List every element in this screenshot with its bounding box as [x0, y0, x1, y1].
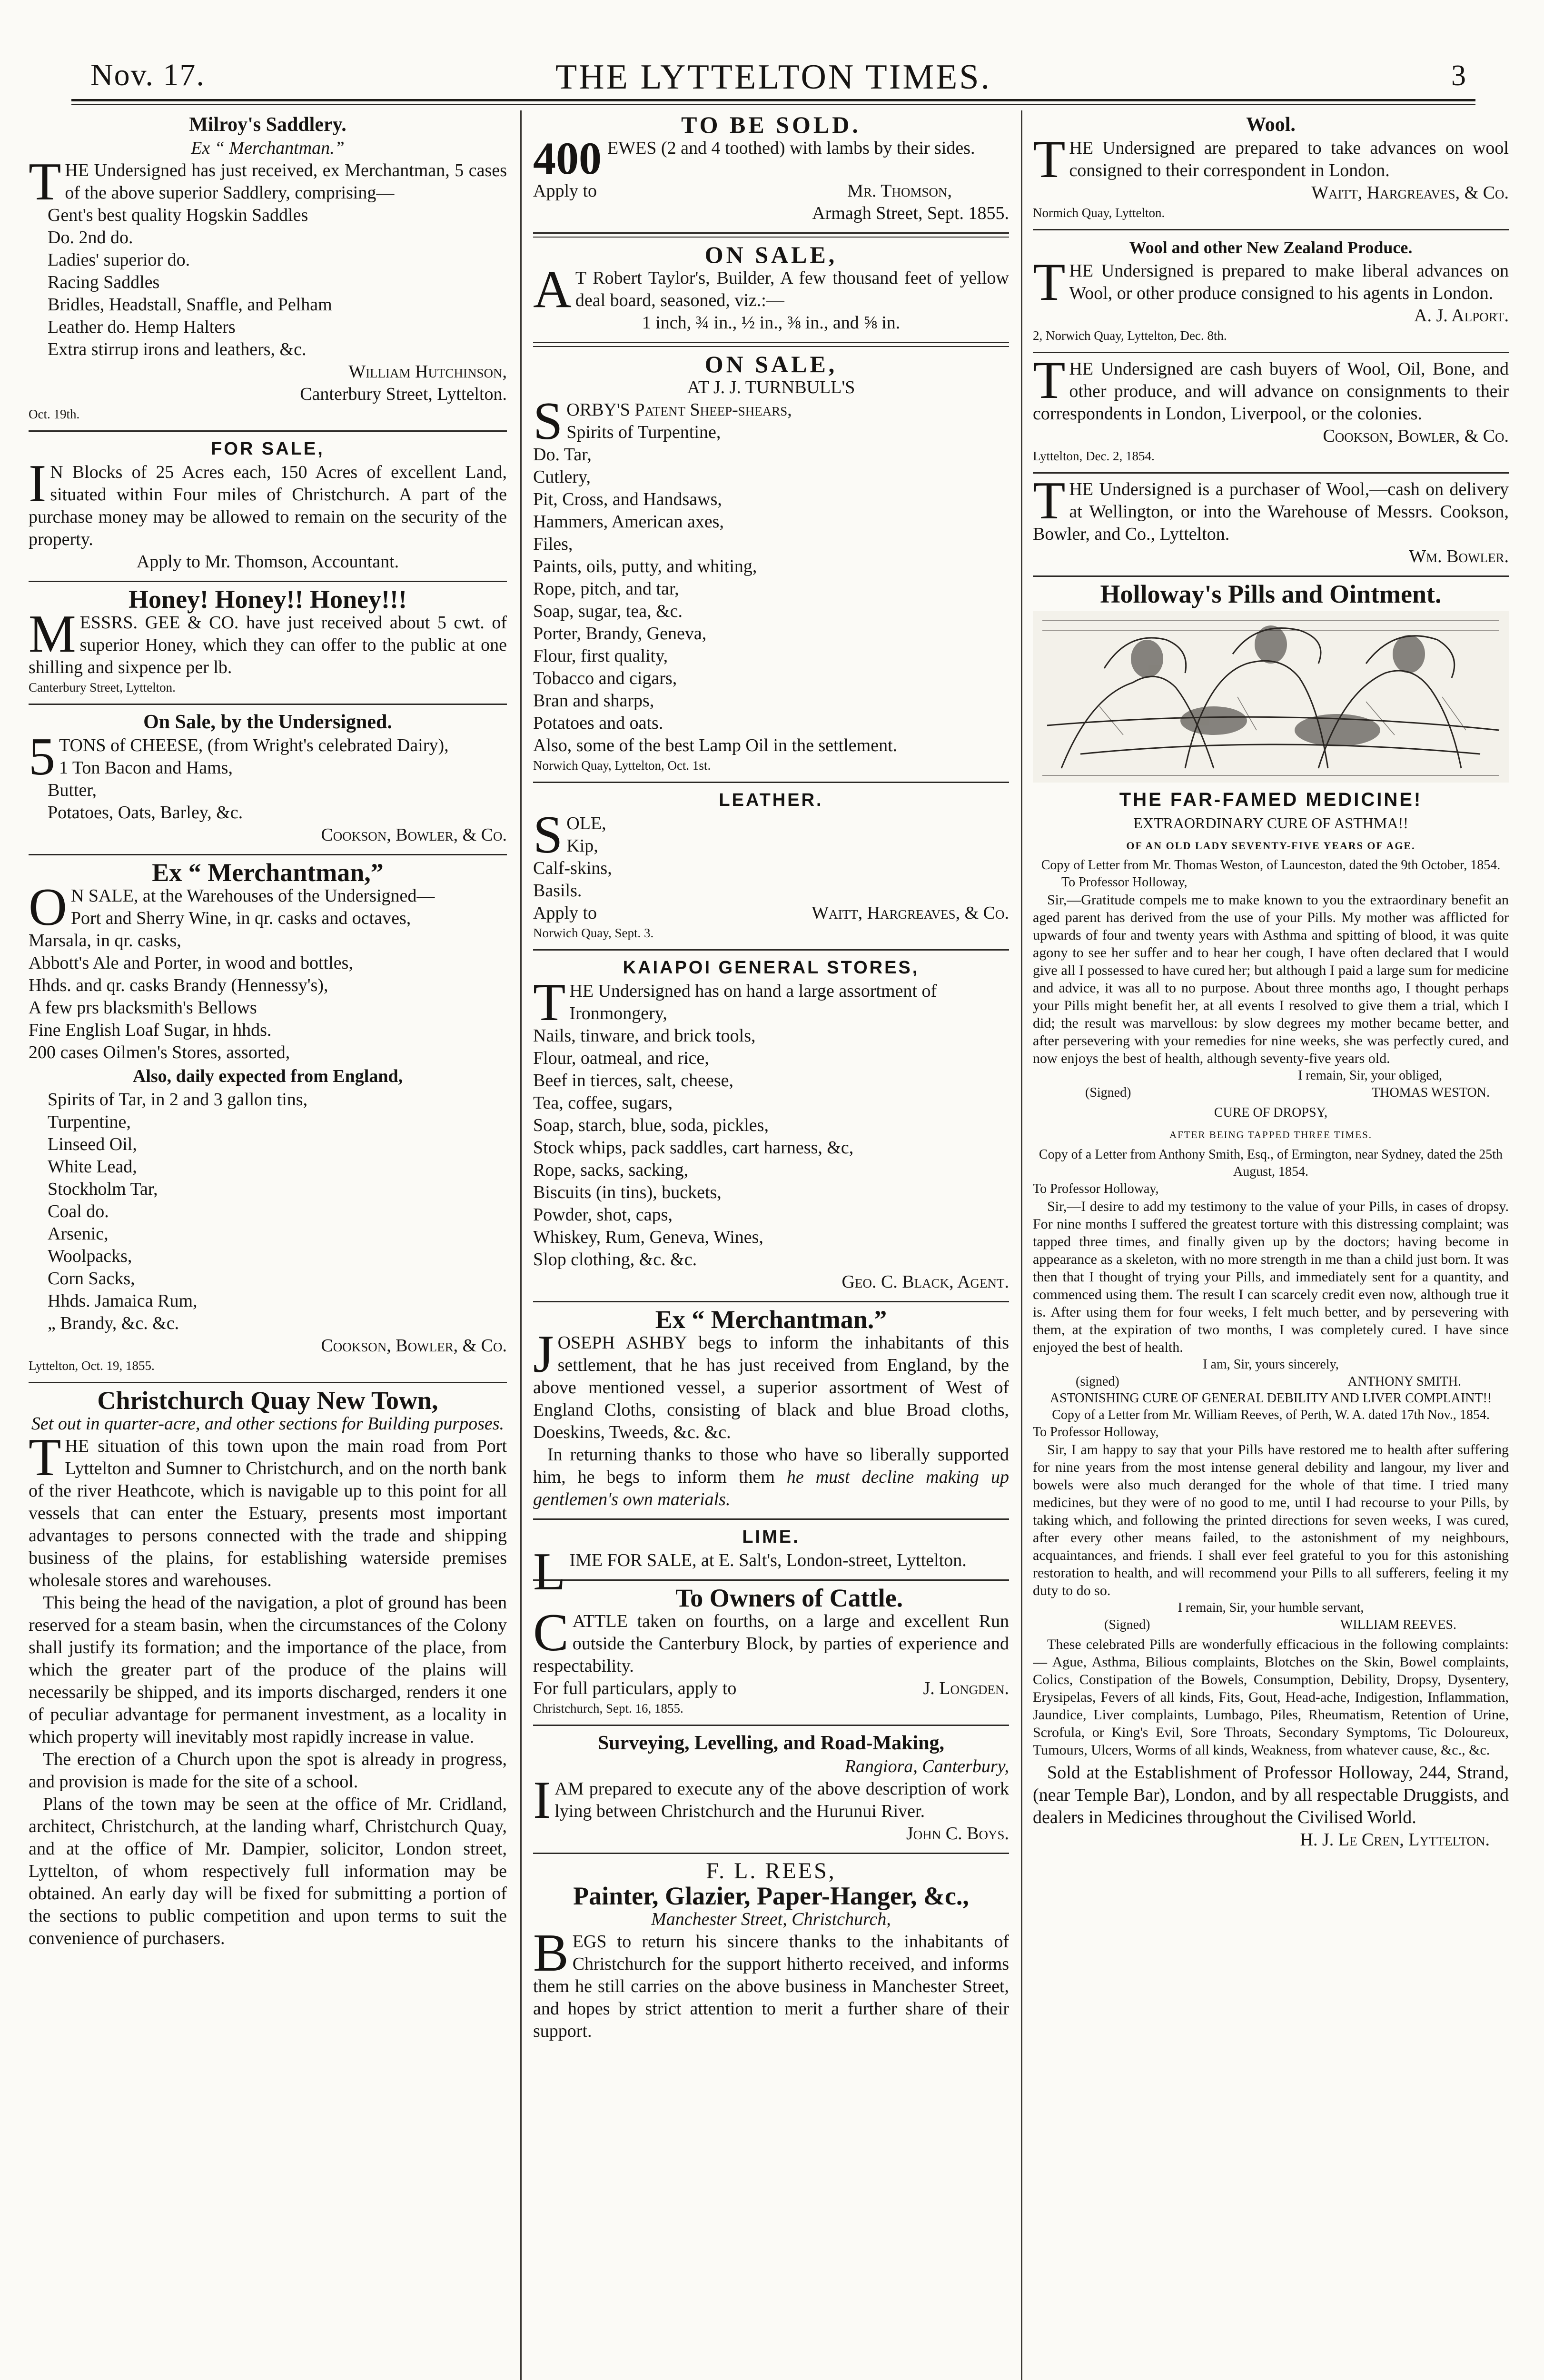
divider — [1033, 575, 1509, 577]
list-item: Leather do. Hemp Halters — [48, 317, 236, 337]
sold-at: Sold at the Establishment of Professor Holloway, 244, Strand, (near Temple Bar), London, and by all respectable Druggists, and dealers in Medicines throughout the Civilised World. — [1033, 1763, 1509, 1827]
advert-signature: J. Longden. — [923, 1678, 1009, 1698]
letter-closing: I remain, Sir, your obliged, — [1298, 1068, 1442, 1083]
list-item: Soap, sugar, tea, &c. — [533, 601, 683, 621]
advert-signature: William Hutchinson, — [348, 362, 507, 382]
advert-subheading: Painter, Glazier, Paper-Hanger, &c., — [573, 1882, 969, 1910]
list-item: Also, some of the best Lamp Oil in the settlement. — [533, 735, 898, 755]
advert-cattle — [533, 1584, 1009, 1722]
signed-label: (signed) — [1076, 1374, 1119, 1389]
list-item: Bridles, Headstall, Snaffle, and Pelham — [48, 295, 332, 315]
advert-paragraph: This being the head of the navigation, a plot of ground has been reserved for a steam basin, when the circumstances of the Colony shall justify its formation; and the importance of the place, from which the greater part of the produce of the plains will necessarily be shipped, and its imports discharged, renders it one of peculiar advantage for permanent investment, as a locality in which property will inevitably most rapidly increase in value. — [29, 1593, 507, 1747]
advert-signature: Cookson, Bowler, & Co. — [321, 825, 507, 845]
letter-salutation: To Professor Holloway, — [1033, 1425, 1159, 1439]
advert-paragraph: In returning thanks to those who have so liberally supported him, he begs to inform them — [533, 1445, 1009, 1487]
advert-heading: Wool. — [1246, 114, 1296, 136]
list-item: Hammers, American axes, — [533, 512, 724, 532]
list-item: Basils. — [533, 881, 582, 901]
list-item: Potatoes and oats. — [533, 713, 663, 733]
advert-signature: Waitt, Hargreaves, & Co. — [812, 903, 1009, 923]
advert-address: Armagh Street, Sept. 1855. — [812, 203, 1009, 223]
advert-christchurch-quay — [29, 1386, 507, 1954]
column-3 — [1033, 110, 1509, 2380]
list-item: Flour, first quality, — [533, 646, 668, 666]
advert-date: Norwich Quay, Lyttelton, Oct. 1st. — [533, 758, 711, 773]
item-list — [29, 1089, 507, 1335]
advert-signature: Wm. Bowler. — [1409, 546, 1509, 566]
list-item: Marsala, in qr. casks, — [29, 931, 181, 951]
advert-cookson-wool-buyers — [1033, 351, 1509, 469]
advert-subheading: Ex “ Merchantman.” — [191, 138, 345, 158]
list-item: Biscuits (in tins), buckets, — [533, 1182, 722, 1202]
advert-signature: John C. Boys. — [906, 1824, 1009, 1844]
advert-apply: For full particulars, apply to — [533, 1678, 737, 1698]
divider — [533, 1301, 1009, 1302]
divider — [533, 1853, 1009, 1854]
advert-date: Christchurch, Sept. 16, 1855. — [533, 1701, 683, 1716]
list-item: Extra stirrup irons and leathers, &c. — [48, 339, 307, 359]
advert-ewes-to-be-sold — [533, 110, 1009, 229]
divider — [1033, 352, 1509, 353]
advert-heading: Holloway's Pills and Ointment. — [1100, 580, 1442, 608]
advert-heading: Ex “ Merchantman.” — [655, 1305, 887, 1334]
advert-heading: Honey! Honey!! Honey!!! — [129, 585, 407, 614]
list-item: Port and Sherry Wine, in qr. casks and octaves, — [70, 908, 411, 928]
list-item: Flour, oatmeal, and rice, — [533, 1048, 709, 1068]
advert-apply: Apply to Mr. Thomson, Accountant. — [136, 552, 399, 572]
advert-date: 2, Norwich Quay, Lyttelton, Dec. 8th. — [1033, 328, 1227, 343]
advert-body: MESSRS. GEE & CO. have just received about 5 cwt. of superior Honey, which they can offer to the public at one shilling and sixpence per lb. — [29, 605, 507, 677]
advert-subheading: Set out in quarter-acre, and other sections for Building purposes. — [31, 1414, 505, 1434]
cure-subheading: OF AN OLD LADY SEVENTY-FIVE YEARS OF AGE. — [1126, 840, 1415, 852]
advert-holloway-pills — [1033, 580, 1509, 1856]
complaints-list: These celebrated Pills are wonderfully efficacious in the following complaints:— Ague, Asthma, Bilious complaints, Blotches on the Skin, Bowel complaints, Colics, Constipation of the Bowels, Consumption, Debility, Dropsy, Dysentery, Erysipelas, Fevers of all kinds, Fits, Gout, Head-ache, Indigestion, Inflammation, Jaundice, Liver complaints, Lumbago, Piles, Rheumatism, Retention of Urine, Scrofula, or King's Evil, Sore Throats, Secondary Symptoms, Tic Doloureux, Tumours, Ulcers, Worms of all kinds, Weakness, from whatever cause, &c., &c. — [1033, 1636, 1509, 1758]
divider — [1033, 472, 1509, 474]
advert-heading: TO BE SOLD. — [681, 111, 861, 138]
column-divider — [1021, 110, 1022, 2380]
item-list — [533, 1002, 1009, 1271]
column-divider — [520, 110, 522, 2380]
list-item: Stock whips, pack saddles, cart harness, &c, — [533, 1138, 854, 1158]
list-item: Files, — [533, 534, 573, 554]
item-list — [533, 421, 1009, 757]
column-2 — [533, 110, 1009, 2380]
advert-body: LIME FOR SALE, at E. Salt's, London-street, Lyttelton. — [533, 1542, 967, 1601]
advert-address: Manchester Street, Christchurch, — [651, 1909, 891, 1929]
item-list — [29, 204, 507, 361]
list-item: Woolpacks, — [48, 1246, 132, 1266]
cure-heading: CURE OF DROPSY, — [1214, 1105, 1328, 1120]
advert-emphasis: he must decline making up gentlemen's own materials. — [533, 1467, 1009, 1509]
advert-body: IAM prepared to execute any of the above description of work lying between Christchurch and the Hurunui River. — [533, 1771, 1009, 1830]
list-item: Potatoes, Oats, Barley, &c. — [48, 803, 243, 823]
cure-heading: EXTRAORDINARY CURE OF ASTHMA!! — [1133, 814, 1408, 832]
divider — [533, 232, 1009, 238]
advert-for-sale-land — [29, 435, 507, 578]
advert-heading: KAIAPOI GENERAL STORES, — [623, 958, 920, 978]
letter-signature: ANTHONY SMITH. — [1347, 1374, 1461, 1389]
divider — [29, 704, 507, 705]
list-item: Kip, — [566, 836, 598, 856]
holloway-tagline: THE FAR-FAMED MEDICINE! — [1119, 789, 1423, 810]
advert-date: Oct. 19th. — [29, 407, 80, 421]
list-item: Linseed Oil, — [48, 1134, 137, 1154]
advert-signature: Waitt, Hargreaves, & Co. — [1311, 183, 1509, 203]
advert-body: BEGS to return his sincere thanks to the inhabitants of Christchurch for the support hitherto received, and informs them he still carries on the above business in Manchester Street, and hopes by strict attention to merit a further share of their support. — [533, 1924, 1009, 2041]
advert-surveying — [533, 1729, 1009, 1850]
advert-paragraph: THE situation of this town upon the main road from Port Lyttelton and Sumner to Christchurch, and on the north bank of the river Heathcote, which is navigable up to this point for all vessels that can enter the Estuary, presents most important advantages to persons connected with the trade and shipping business of the plains, for establishing waterside premises wholesale stores and warehouses. — [29, 1428, 507, 1590]
advert-sizes: 1 inch, ¾ in., ½ in., ⅜ in., and ⅝ in. — [642, 313, 901, 333]
list-item: A few prs blacksmith's Bellows — [29, 998, 257, 1018]
advert-signature: Cookson, Bowler, & Co. — [1323, 426, 1509, 446]
masthead — [71, 48, 1475, 100]
letter-salutation: To Professor Holloway, — [1061, 875, 1188, 890]
divider — [533, 342, 1009, 347]
letter-signature: THOMAS WESTON. — [1372, 1085, 1490, 1100]
testimonial-letter: Sir,—I desire to add my testimony to the value of your Pills, in cases of dropsy. For nine months I suffered the greatest torture with this distressing complaint; was tapped three times, and finally given up by the doctors; having become in appearance as a skeleton, with no more strength in me than a child just born. It was then that I thought of trying your Pills, and immediately sent for a quantity, and commenced using them. The result I can scarcely credit even now, although true it is. After using them for four weeks, I felt much better, and by persevering with them, at the expiration of two months, I was completely cured. I have since enjoyed the best of health. — [1033, 1199, 1509, 1355]
list-item: Racing Saddles — [48, 272, 160, 292]
testimonial-letter: Sir, I am happy to say that your Pills have restored me to health after suffering for nine years from the most intense general debility and langour, my liver and bowels were also much deranged for the whole of that time. I tried many medicines, but they were of no good to me, until I had recourse to your Pills, by taking which, and following the printed directions for seven weeks, I was cured, after every other means failed, to the astonishment of my neighbours, acquaintances, and friends. I shall ever feel grateful to you for this astonishing restoration to health, and will recommend your Pills to all sufferers, feeling it my duty to do so. — [1033, 1442, 1509, 1598]
advert-paragraph: Plans of the town may be seen at the office of Mr. Cridland, architect, Christchurch, at the landing wharf, Christchurch Quay, and at the office of Mr. Dampier, solicitor, London street, Lyttelton, of whom respectively full information may be obtained. An early day will be fixed for submitting a portion of the sections to public competition and upon terms to suit the convenience of purchasers. — [29, 1794, 507, 1948]
list-item: Abbott's Ale and Porter, in wood and bottles, — [29, 953, 353, 973]
list-item: 200 cases Oilmen's Stores, assorted, — [29, 1042, 290, 1062]
advert-signature: H. J. Le Cren, Lyttelton. — [1300, 1830, 1490, 1850]
engraving-image — [1033, 611, 1509, 783]
list-item: Gent's best quality Hogskin Saddles — [48, 205, 308, 225]
advert-heading: On Sale, by the Undersigned. — [143, 711, 392, 733]
issue-date: Nov. 17. — [90, 58, 205, 92]
letter-copy-note: Copy of Letter from Mr. Thomas Weston, of Launceston, dated the 9th October, 1854. — [1041, 858, 1501, 873]
advert-date: Canterbury Street, Lyttelton. — [29, 680, 176, 694]
advert-body: THE Undersigned are cash buyers of Wool, Oil, Bone, and other produce, and will advance on consignments to their correspondents in London, Liverpool, or the colonies. — [1033, 351, 1509, 424]
list-item: Powder, shot, caps, — [533, 1205, 673, 1225]
list-item: Whiskey, Rum, Geneva, Wines, — [533, 1227, 763, 1247]
divider — [533, 782, 1009, 783]
page-number: 3 — [1451, 60, 1466, 92]
list-item: Turpentine, — [48, 1112, 131, 1132]
advert-also-heading: Also, daily expected from England, — [132, 1066, 403, 1086]
advert-heading: Christchurch Quay New Town, — [97, 1386, 438, 1415]
item-list — [29, 907, 507, 1064]
list-item: Tea, coffee, sugars, — [533, 1093, 673, 1113]
divider — [29, 1382, 507, 1383]
masthead-rule-thin — [71, 104, 1475, 105]
advert-leather — [533, 786, 1009, 946]
list-item: 1 Ton Bacon and Hams, — [59, 758, 233, 778]
advert-taylor-deal-board — [533, 240, 1009, 339]
list-item: Do. 2nd do. — [48, 228, 133, 248]
advert-cheese — [29, 708, 507, 851]
list-item: White Lead, — [48, 1157, 137, 1177]
advert-heading: LIME. — [742, 1527, 800, 1547]
advert-place: Rangiora, Canterbury, — [844, 1756, 1009, 1776]
advert-body: JOSEPH ASHBY begs to inform the inhabitants of this settlement, that he has just received from England, by the above mentioned vessel, a superior assortment of West of England Cloths, consisting of black and blue Broad cloths, Doeskins, Tweeds, &c. &c. — [533, 1325, 1009, 1442]
list-item: Cutlery, — [533, 467, 591, 487]
advert-signature: A. J. Alport. — [1414, 306, 1509, 326]
advert-body: AT Robert Taylor's, Builder, A few thousand feet of yellow deal board, seasoned, viz.:— — [533, 260, 1009, 319]
signed-label: (Signed) — [1085, 1085, 1131, 1100]
advert-heading: Milroy's Saddlery. — [189, 114, 346, 136]
list-item: Calf-skins, — [533, 858, 612, 878]
advert-at: AT J. J. TURNBULL'S — [687, 377, 855, 397]
advert-heading: Surveying, Levelling, and Road-Making, — [597, 1732, 945, 1754]
advert-date: Lyttelton, Dec. 2, 1854. — [1033, 449, 1155, 463]
advert-heading: ON SALE, — [704, 351, 838, 377]
cure-subheading: AFTER BEING TAPPED THREE TIMES. — [1169, 1129, 1373, 1140]
divider — [533, 1518, 1009, 1520]
advert-signature: Geo. C. Black, Agent. — [841, 1272, 1009, 1292]
list-item: Ladies' superior do. — [48, 250, 190, 270]
advert-merchantman-warehouse — [29, 858, 507, 1379]
advert-wool — [1033, 110, 1509, 226]
advert-date: Normich Quay, Lyttelton. — [1033, 206, 1165, 220]
divider — [533, 949, 1009, 951]
advert-body: THE Undersigned is a purchaser of Wool,—cash on delivery at Wellington, or into the Warehouse of Messrs. Cookson, Bowler, and Co., Lyttelton. — [1033, 471, 1509, 544]
advert-body: 5TONS of CHEESE, (from Wright's celebrated Dairy), — [29, 727, 449, 786]
list-item: Rope, pitch, and tar, — [533, 579, 679, 599]
advert-body: THE Undersigned has on hand a large assortment of — [533, 973, 937, 1032]
advert-rees-painter — [533, 1857, 1009, 2047]
engraving-illustration — [1033, 611, 1509, 783]
advert-honey — [29, 585, 507, 701]
list-item: Ironmongery, — [569, 1003, 667, 1023]
advert-heading: ON SALE, — [704, 241, 838, 268]
list-item: Stockholm Tar, — [48, 1179, 158, 1199]
advert-signature: Cookson, Bowler, & Co. — [321, 1336, 507, 1356]
cure-heading: ASTONISHING CURE OF GENERAL DEBILITY AND LIVER COMPLAINT!! — [1049, 1391, 1492, 1406]
signed-label: (Signed) — [1104, 1617, 1150, 1632]
letter-copy-note: Copy of a Letter from Anthony Smith, Esq., of Ermington, near Sydney, dated the 25th August, 1854. — [1039, 1147, 1503, 1179]
list-item: Corn Sacks, — [48, 1269, 135, 1289]
list-item: Nails, tinware, and brick tools, — [533, 1026, 756, 1046]
advert-body: THE Undersigned are prepared to take advances on wool consigned to their correspondent in London. — [1033, 130, 1509, 189]
list-item: Arsenic, — [48, 1224, 109, 1244]
advert-heading: F. L. REES, — [706, 1858, 836, 1884]
advert-joseph-ashby — [533, 1305, 1009, 1516]
list-item: Bran and sharps, — [533, 691, 654, 711]
list-item: Fine English Loaf Sugar, in hhds. — [29, 1020, 272, 1040]
letter-salutation: To Professor Holloway, — [1033, 1181, 1159, 1196]
advert-body: IN Blocks of 25 Acres each, 150 Acres of excellent Land, situated within Four miles of Christchurch. A part of the purchase money may be allowed to remain on the security of the property. — [29, 454, 507, 549]
letter-signature: WILLIAM REEVES. — [1340, 1617, 1456, 1632]
list-item: Spirits of Tar, in 2 and 3 gallon tins, — [48, 1090, 308, 1110]
advert-heading: Wool and other New Zealand Produce. — [1129, 238, 1413, 257]
advert-number: 400 — [533, 133, 602, 184]
list-item: Slop clothing, &c. &c. — [533, 1250, 697, 1269]
advert-body: ON SALE, at the Warehouses of the Undersigned— — [29, 878, 435, 937]
list-item: Porter, Brandy, Geneva, — [533, 624, 707, 644]
advert-apply: Apply to — [533, 903, 597, 923]
divider — [29, 854, 507, 855]
list-item: Do. Tar, — [533, 445, 592, 465]
advert-date: Norwich Quay, Sept. 3. — [533, 926, 654, 940]
advert-kaiapoi-stores — [533, 953, 1009, 1298]
advert-body: SOLE, — [533, 805, 606, 864]
list-item: Paints, oils, putty, and whiting, — [533, 556, 757, 576]
divider — [29, 430, 507, 432]
column-1 — [29, 110, 507, 2380]
divider — [533, 1579, 1009, 1581]
list-item: Beef in tierces, salt, cheese, — [533, 1071, 733, 1091]
list-item: Hhds. Jamaica Rum, — [48, 1291, 198, 1311]
advert-paragraph: The erection of a Church upon the spot is already in progress, and provision is made for the site of a school. — [29, 1749, 507, 1792]
advert-address: Canterbury Street, Lyttelton. — [300, 384, 507, 404]
advert-signature: Mr. Thomson, — [847, 181, 952, 201]
advert-milroy-saddlery — [29, 110, 507, 427]
divider — [533, 1725, 1009, 1726]
advert-body: SORBY'S Patent Sheep-shears, — [533, 392, 792, 451]
list-item: Spirits of Turpentine, — [566, 422, 721, 442]
advert-bowler-wool — [1033, 471, 1509, 573]
divider — [29, 581, 507, 582]
list-item: Pit, Cross, and Handsaws, — [533, 489, 722, 509]
newspaper-title: THE LYTTELTON TIMES. — [555, 58, 991, 97]
item-list — [533, 835, 1009, 902]
advert-body: CATTLE taken on fourths, on a large and excellent Run outside the Canterbury Block, by parties of experience and respectability. — [533, 1603, 1009, 1676]
list-item: Tobacco and cigars, — [533, 668, 677, 688]
item-list — [29, 757, 507, 824]
testimonial-letter: Sir,—Gratitude compels me to make known to you the extraordinary benefit an aged parent has derived from the use of your Pills. My mother was afflicted for upwards of four and twenty years with Asthma and spitting of blood, it was quite agony to see her suffer and to hear her cough, I have often declared that I would give all I possessed to have cured her; but although I paid a large sum for medicine and advice, it was all to no purpose. About three months ago, I thought perhaps your Pills might benefit her, at all events I resolved to give them a trial, which I did; the result was marvellous: by slow degrees my mother became better, and after persevering with your remedies for nine weeks, she was perfectly cured, and now enjoys the best of health, although seventy-five years old. — [1033, 892, 1509, 1066]
advert-heading: LEATHER. — [719, 790, 823, 810]
advert-apply: Apply to — [533, 181, 597, 201]
advert-body: THE Undersigned has just received, ex Merchantman, 5 cases of the above superior Saddlery, comprising— — [29, 152, 507, 211]
advert-turnbull — [533, 350, 1009, 779]
list-item: Butter, — [48, 780, 97, 800]
advert-heading: To Owners of Cattle. — [675, 1584, 903, 1612]
advert-heading: Ex “ Merchantman,” — [152, 858, 384, 887]
advert-heading: FOR SALE, — [211, 439, 325, 459]
advert-body: THE Undersigned is prepared to make liberal advances on Wool, or other produce consigned to his agents in London. — [1033, 253, 1509, 312]
advert-body: EWES (2 and 4 toothed) with lambs by their sides. — [607, 138, 975, 158]
advert-alport-produce — [1033, 233, 1509, 349]
list-item: „ Brandy, &c. &c. — [48, 1313, 179, 1333]
list-item: Coal do. — [48, 1201, 109, 1221]
list-item: Rope, sacks, sacking, — [533, 1160, 689, 1180]
letter-copy-note: Copy of a Letter from Mr. William Reeves, of Perth, W. A. dated 17th Nov., 1854. — [1052, 1408, 1490, 1422]
list-item: Hhds. and qr. casks Brandy (Hennessy's), — [29, 975, 328, 995]
list-item: Soap, starch, blue, soda, pickles, — [533, 1115, 769, 1135]
divider — [1033, 229, 1509, 230]
masthead-rule — [71, 99, 1475, 101]
letter-closing: I remain, Sir, your humble servant, — [1178, 1600, 1364, 1615]
advert-date: Lyttelton, Oct. 19, 1855. — [29, 1359, 155, 1373]
letter-closing: I am, Sir, yours sincerely, — [1203, 1357, 1339, 1372]
